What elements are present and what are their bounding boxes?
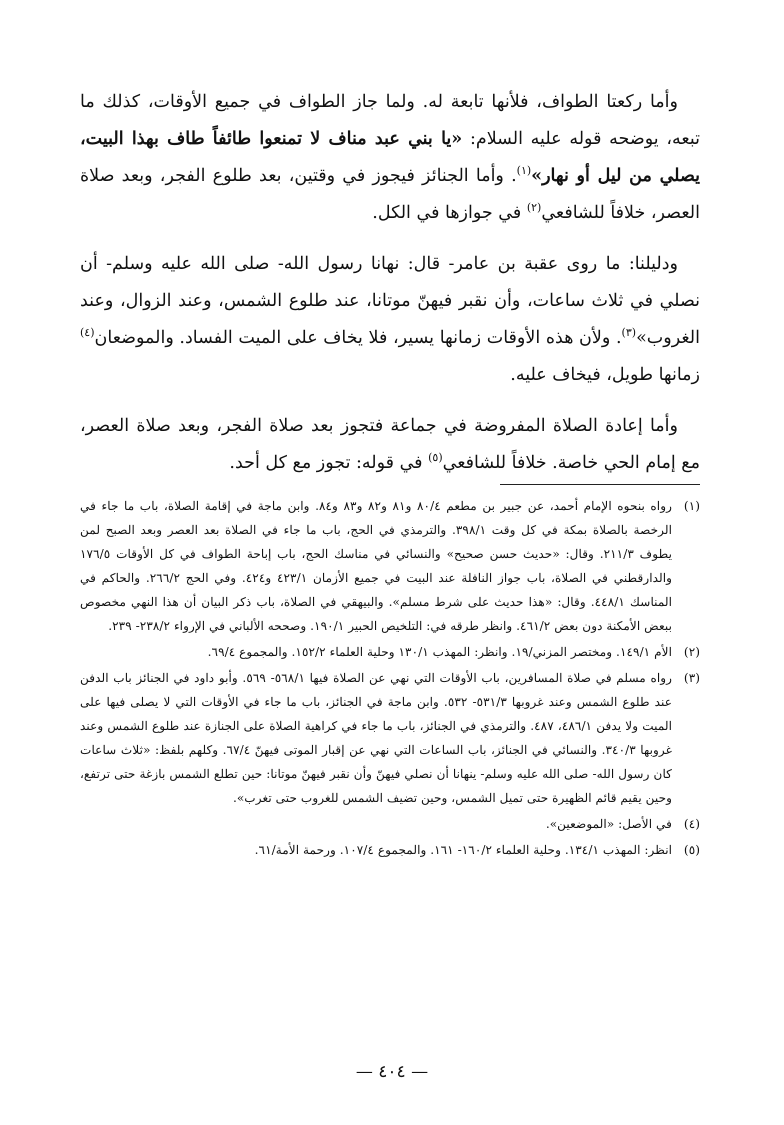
text-segment: . وأما الجنائز فيجوز في وقتين، بعد طلوع الفجر، وبعد صلاة العصر، خلافاً للشافعي <box>80 166 700 223</box>
paragraph <box>80 408 700 482</box>
footnote-number: (٢) <box>683 645 700 659</box>
text-segment: زمانها طويل، فيخاف عليه. <box>510 365 700 385</box>
footnote-number: (٤) <box>683 817 700 831</box>
hadith-quote: «يا بني عبد مناف لا تمنعوا طائفاً طاف بهذا البيت، يصلي من ليل أو نهار» <box>80 129 701 186</box>
paragraph <box>80 246 700 394</box>
text-segment: وأما إعادة الصلاة المفروضة في جماعة فتجوز بعد صلاة الفجر، وبعد صلاة العصر، مع إمام الحي خاصة. خلافاً للشافعي <box>80 416 700 473</box>
footnote-text: رواه مسلم في صلاة المسافرين، باب الأوقات التي نهي عن الصلاة فيها ٥٦٨/١- ٥٦٩. وأبو داود في الجنائز باب الدفن عند طلوع الشمس وعند غروبها ٥٣١/٣- ٥٣٢. وابن ماجة في الجنائز، باب ما جاء في الأوقات التي لا يصلى فيها على الميت ولا يدفن ٤٨٦/١، ٤٨٧. والترمذي في الجنائز، باب ما جاء في كراهية الصلاة على الجنازة عند طلوع الشمس وعند غروبها ٣٤٠/٣. والنسائي في الجنائز، باب الساعات التي نهي عن إقبار الموتى فيهنّ ٦٧/٤. وكلهم بلفظ: «ثلاث ساعات كان رسول الله- صلى الله عليه وسلم- ينهانا أن نصلي فيهنّ وأن نقبر فيهنّ موتانا: حين تطلع الشمس بازغة حتى ترتفع، وحين يقيم قائم الظهيرة حتى تميل الشمس، وحين تضيف الشمس للغروب حتى تغرب». <box>80 671 673 805</box>
footnote-ref[interactable]: (٥) <box>428 451 443 465</box>
footnote-ref[interactable]: (٣) <box>621 326 637 340</box>
text-segment: . ولأن هذه الأوقات زمانها يسير، فلا يخاف على الميت الفساد. والموضعان <box>94 328 622 348</box>
footnote-number: (١) <box>683 499 700 513</box>
footnote-item <box>80 666 700 810</box>
footnote-ref[interactable]: (٢) <box>526 201 542 215</box>
footnote-item <box>80 812 700 836</box>
footnote-item <box>80 640 700 664</box>
text-segment: في جوازها في الكل. <box>372 203 527 223</box>
footnote-text: في الأصل: «الموضعين». <box>545 817 672 831</box>
footnote-item <box>80 494 700 638</box>
footnote-ref[interactable]: (١) <box>516 164 532 178</box>
footnote-text: رواه بنحوه الإمام أحمد، عن جبير بن مطعم ٨٠/٤ و٨١ و٨٢ و٨٣ و٨٤. وابن ماجة في إقامة الصلاة، باب ما جاء في الرخصة بالصلاة بمكة في كل وقت ٣٩٨/١. والترمذي في الحج، باب ما جاء في الصلاة بعد العصر وبعد الصبح لمن يطوف ٢١١/٣. وقال: «حديث حسن صحيح» والنسائي في مناسك الحج، باب إباحة الطواف في كل الأوقات ١٧٦/٥ والدارقطني في الصلاة، باب جواز النافلة عند البيت في جميع الأزمان ٤٢٣/١ و٤٢٤. وفي الحج ٢٦٦/٢. والحاكم في المناسك ٤٤٨/١. وقال: «هذا حديث على شرط مسلم». والبيهقي في الصلاة، باب ذكر البيان أن هذا النهي مخصوص ببعض الأمكنة دون بعض ٤٦١/٢. وانظر طرقه في: التلخيص الحبير ١٩٠/١. وصححه الألباني في الإرواء ٢٣٨/٢- ٢٣٩. <box>80 499 673 633</box>
footnote-ref[interactable]: (٤) <box>80 326 95 340</box>
text-segment: وأما ركعتا الطواف، فلأنها تابعة له. ولما جاز الطواف في جميع الأوقات، كذلك ما تبعه، يوضحه قوله عليه السلام: <box>80 92 700 149</box>
page-number: — ٤٠٤ — <box>355 1062 429 1082</box>
footnote-text: الأم ١٤٩/١. ومختصر المزني/١٩. وانظر: المهذب ١٣٠/١ وحلية العلماء ١٥٢/٢. والمجموع ٦٩/٤. <box>207 645 672 659</box>
footnotes <box>80 494 700 864</box>
footnote-number: (٥) <box>683 843 700 857</box>
footnote-item <box>80 838 700 862</box>
text-segment: ودليلنا: ما روى عقبة بن عامر- قال: نهانا رسول الله- صلى الله عليه وسلم- أن نصلي في ثلاث ساعات، وأن نقبر فيهنّ موتانا، عند طلوع الشمس، وعند الزوال، وعند الغروب» <box>80 254 700 348</box>
footnote-number: (٣) <box>683 671 700 685</box>
footnote-separator <box>500 484 700 485</box>
main-text <box>80 84 700 496</box>
text-segment: في قوله: تجوز مع كل أحد. <box>229 453 429 473</box>
paragraph <box>80 84 700 232</box>
footnote-text: انظر: المهذب ١٣٤/١. وحلية العلماء ١٦٠/٢- ١٦١. والمجموع ١٠٧/٤. ورحمة الأمة/٦١. <box>254 843 672 857</box>
